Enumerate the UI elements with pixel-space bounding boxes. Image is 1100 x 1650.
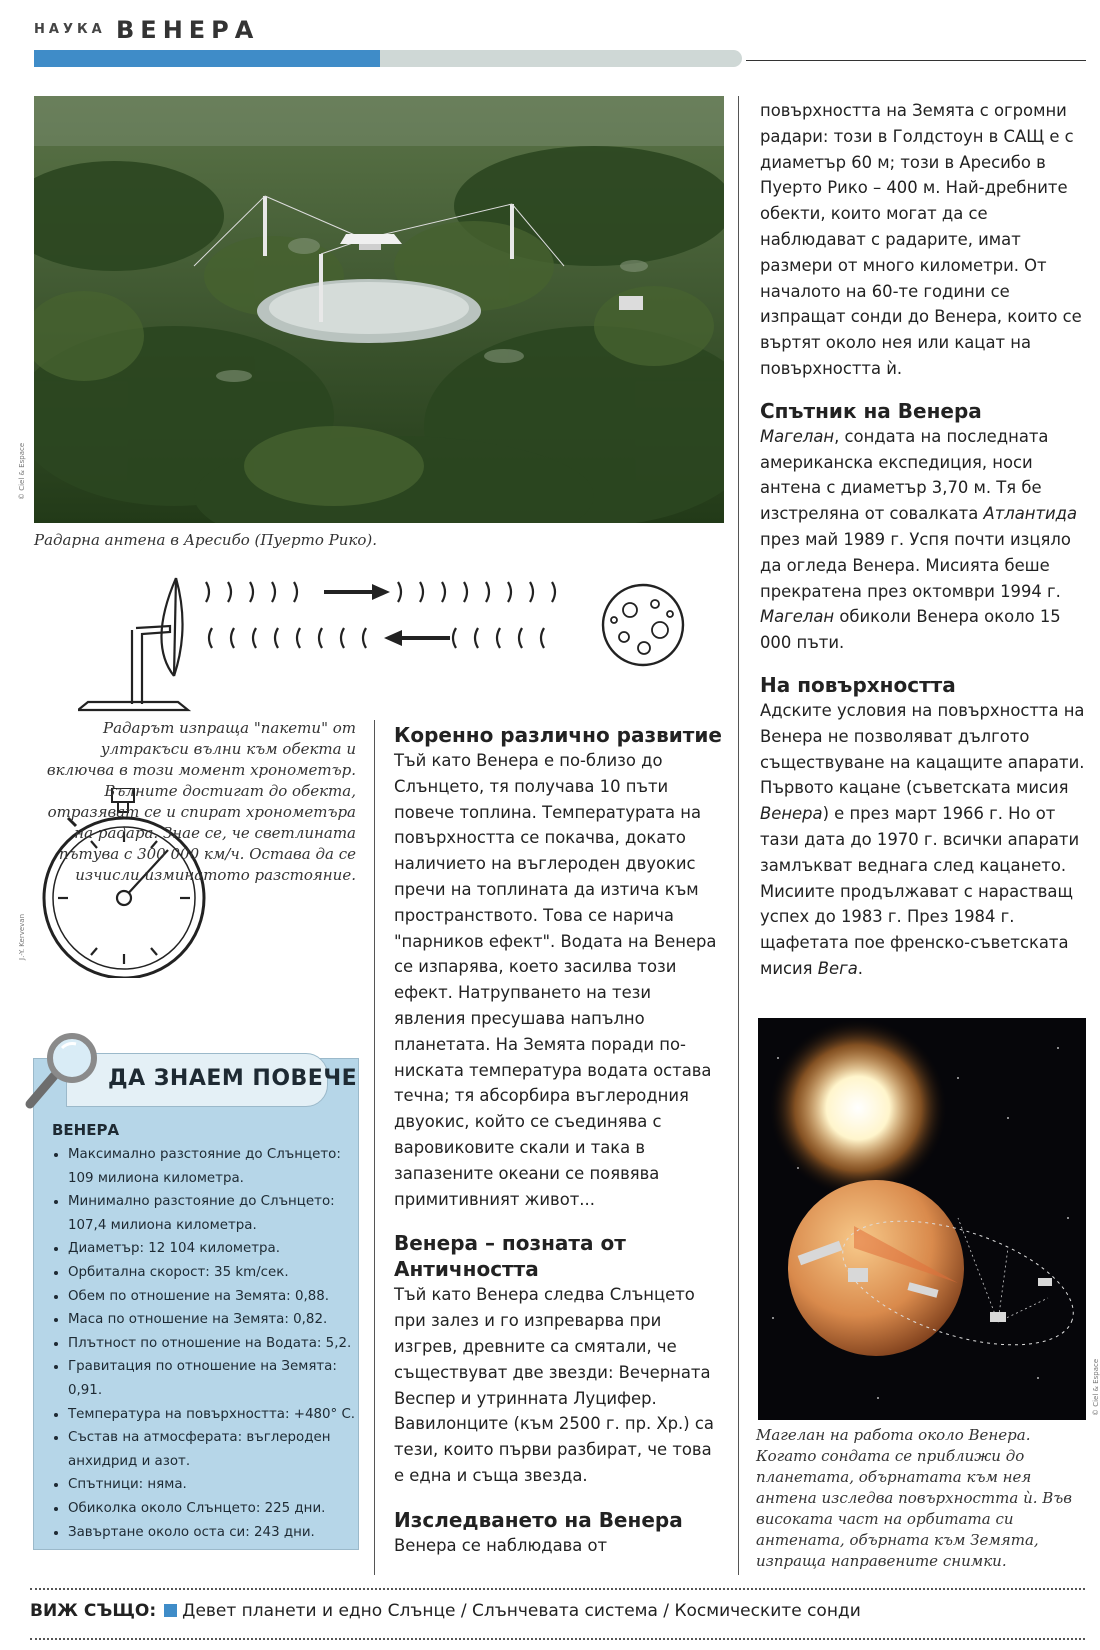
fact-item: • Максимално разстояние до Слънцето: 109 милиона километра. — [68, 1143, 368, 1190]
see-also-link[interactable]: Космическите сонди — [674, 1601, 861, 1621]
knowledge-title: ДА ЗНАЕМ ПОВЕЧЕ — [108, 1066, 358, 1091]
diagram-credit: J.-Y. Kervevan — [18, 913, 26, 960]
header-rule — [746, 60, 1086, 61]
photo1-credit: © Ciel & Espace — [18, 442, 26, 500]
moon-target — [600, 582, 686, 668]
magnifier-icon — [22, 1032, 102, 1112]
paragraph-development: Тъй като Венера е по-близо до Слънцето, тя получава 10 пъти повече топлина. Температурата на повърхността се покачва, докато наличието на въглероден двуокис пречи на топлината да изтича към пространството. Това се нарича "парников ефект". Водата на Венера се изпарява, което засилва този ефект. Натрупването на тези явления пресушава напълно планетата. На Земята поради по-ниската температура водата остава течна; тя абсорбира въглеродния двуокис, който се съединява с варовиковите скали и така в запазените океани се появява примитивният живот... — [394, 751, 717, 1209]
heading-satellite: Спътник на Венера — [760, 398, 982, 423]
arecibo-photo — [34, 96, 724, 523]
fact-item: • Маса по отношение на Земята: 0,82. — [68, 1308, 368, 1332]
fact-item: • Обем по отношение на Земята: 0,88. — [68, 1285, 368, 1309]
footer-divider-top — [30, 1588, 1085, 1590]
fact-item: • Спътници: няма. — [68, 1473, 368, 1497]
paragraph-exploration: Венера се наблюдава от — [394, 1535, 608, 1555]
column-divider — [374, 720, 375, 1575]
fact-item: • Състав на атмосферата: въглероден анхидрид и азот. — [68, 1426, 368, 1473]
header-bar-accent — [34, 50, 380, 67]
fact-item: • Плътност по отношение на Водата: 5,2. — [68, 1332, 368, 1356]
see-also-link[interactable]: Слънчевата система — [472, 1601, 658, 1621]
heading-development: Коренно различно развитие — [394, 723, 722, 747]
knowledge-subject: ВЕНЕРА — [52, 1121, 120, 1139]
bullet-square-icon — [164, 1604, 177, 1617]
photo2-caption: Магелан на работа около Венера. Когато сондата се приближи до планетата, обърнатата към нея антена изследва повърхността ѝ. Във високата част на орбитата си антената, обърната към Земята, изпраща направените снимки. — [756, 1426, 1073, 1570]
heading-antiquity: Венера – позната от Античността — [394, 1231, 626, 1282]
column-2 — [394, 722, 724, 1559]
see-also-label: ВИЖ СЪЩО: — [30, 1601, 157, 1621]
fact-item: • Гравитация по отношение на Земята: 0,91. — [68, 1355, 368, 1402]
paragraph-surface: Адските условия на повърхността на Венера не позволяват дългото съществуване на кацащите апарати. Първото кацане (съветската мисия Венера) е през март 1966 г. Но от тази дата до 1970 г. всички апарати замлъкват веднага след кацането. Мисиите продължават с нарастващ успех до 1983 г. През 1984 г. щафетата пое френско-съветската мисия Вега. — [760, 700, 1085, 978]
fact-item: • Обиколка около Слънцето: 225 дни. — [68, 1497, 368, 1521]
photo1-caption: Радарна антена в Аресибо (Пуерто Рико). — [34, 531, 378, 549]
radar-diagram — [78, 568, 598, 718]
facts-list — [50, 1143, 368, 1544]
see-also-link[interactable]: Девет планети и едно Слънце — [182, 1601, 456, 1621]
fact-item: • Температура на повърхността: +480° С. — [68, 1403, 368, 1427]
magellan-photo — [758, 1018, 1086, 1420]
heading-exploration: Изследването на Венера — [394, 1507, 683, 1532]
fact-item: • Диаметър: 12 104 километра. — [68, 1237, 368, 1261]
section-label: НАУКА — [34, 22, 106, 37]
diagram-caption: Радарът изпраща "пакети" от ултракъси вълни към обекта и включва в този момент хронометър. Вълните достигат до обекта, отразяват се и спират хронометъра на радара. Знае се, че светлината пътува с 300 000 км/ч. Остава да се изчисли изминатото разстояние. — [46, 719, 356, 884]
column-divider — [738, 96, 739, 1575]
page-title: ВЕНЕРА — [116, 16, 260, 44]
heading-surface: На повърхността — [760, 672, 956, 697]
photo2-credit: © Ciel & Espace — [1092, 1358, 1100, 1416]
footer-divider-bottom — [30, 1638, 1085, 1640]
paragraph-radars: повърхността на Земята с огромни радари: този в Голдстоун в САЩ е с диаметър 60 м; този в Аресибо в Пуерто Рико – 400 м. Най-дребните обекти, които могат да се наблюдават с радарите, имат размери от много километри. От началото на 60-те години се изпращат сонди до Венера, които се въртят около нея или кацат на повърхността ѝ. — [760, 101, 1082, 378]
fact-item: • Завъртане около оста си: 243 дни. — [68, 1521, 368, 1545]
fact-item: • Орбитална скорост: 35 km/сек. — [68, 1261, 368, 1285]
column-3 — [760, 98, 1090, 982]
paragraph-antiquity: Тъй като Венера следва Слънцето при залез и го изпреварва при изгрев, древните са смятали, че съществуват две звезди: Вечерната Веспер и утринната Луцифер. Вавилонците (към 2500 г. пр. Хр.) са тези, които първи разбират, че това е една и съща звезда. — [394, 1285, 714, 1485]
paragraph-satellite: Магелан, сондата на последната американска експедиция, носи антена с диаметър 3,70 м. Тя бе изстреляна от совалката Атлантида през май 1989 г. Успя почти изцяло да огледа Венера. Мисията беше прекратена през октомври 1994 г. Магелан обиколи Венера около 15 000 пъти. — [760, 426, 1078, 653]
header-bar-grey — [380, 50, 742, 67]
see-also: ВИЖ СЪЩО: Девет планети и едно Слънце / Слънчевата система / Космическите сонди — [30, 1601, 861, 1621]
fact-item: • Минимално разстояние до Слънцето: 107,4 милиона километра. — [68, 1190, 368, 1237]
